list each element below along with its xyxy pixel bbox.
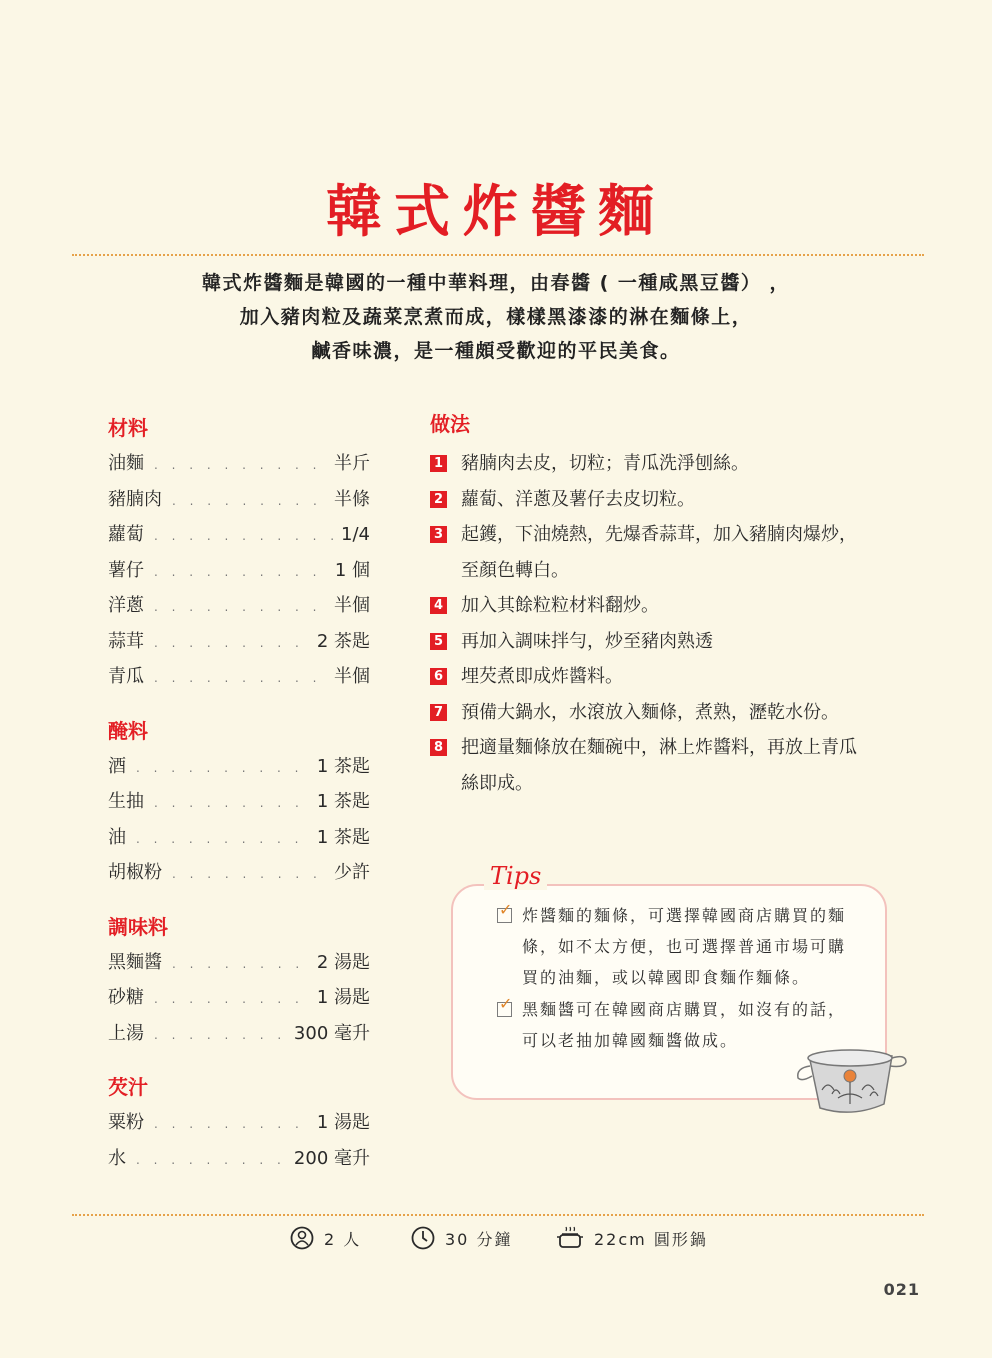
method-column (430, 406, 910, 801)
ingredient-row (108, 517, 370, 553)
time-info (411, 1226, 512, 1250)
leader-dots (148, 786, 313, 822)
step-text: 加入其餘粒粒材料翻炒。 (461, 595, 659, 616)
method-step (430, 446, 910, 482)
divider-bottom (72, 1214, 924, 1216)
ingredient-qty: 300 毫升 (293, 1022, 370, 1044)
step-number: 2 (430, 491, 447, 508)
ingredient-name: 粟粉 (108, 1112, 144, 1133)
method-step (430, 659, 910, 695)
ingredient-row (108, 446, 370, 482)
tip-item (497, 900, 867, 993)
ingredient-name: 胡椒粉 (108, 862, 162, 883)
ingredient-qty: 半個 (334, 595, 370, 616)
leader-dots (166, 484, 330, 520)
ingredient-row (108, 588, 370, 624)
leader-dots (148, 555, 331, 591)
ingredient-name: 油 (108, 826, 126, 848)
cookware-info (556, 1226, 708, 1250)
tips-label: Tips (484, 862, 547, 890)
leader-dots (166, 857, 330, 893)
step-text: 再加入調味拌勻，炒至豬肉熟透 (461, 630, 713, 652)
step-text: 絲即成。 (461, 772, 533, 794)
section-heading-ingredients: 材料 (108, 416, 148, 440)
ingredient-name: 砂糖 (108, 987, 144, 1008)
ingredient-row (108, 1141, 370, 1177)
divider-top (72, 254, 924, 256)
intro-paragraph (0, 266, 992, 368)
ingredient-qty: 200 毫升 (293, 1147, 370, 1169)
ingredient-name: 水 (108, 1147, 126, 1169)
ingredient-qty: 1 湯匙 (316, 987, 370, 1008)
ingredient-row (108, 784, 370, 820)
clock-icon (411, 1226, 435, 1250)
leader-dots (130, 1143, 290, 1179)
leader-dots (148, 626, 313, 662)
ingredient-row (108, 1016, 370, 1052)
method-step (430, 517, 910, 588)
ingredient-qty: 1 茶匙 (316, 791, 370, 812)
leader-dots (148, 590, 330, 626)
step-number: 6 (430, 668, 447, 685)
method-step (430, 482, 910, 518)
ingredient-row (108, 945, 370, 981)
step-number: 8 (430, 739, 447, 756)
ingredient-name: 生抽 (108, 791, 144, 812)
checkbox-icon: ✓ (497, 908, 512, 923)
method-step (430, 624, 910, 660)
ingredient-name: 青瓜 (108, 666, 144, 687)
person-icon (290, 1226, 314, 1250)
recipe-info-bar (0, 1226, 992, 1256)
tip-text: 黑麵醬可在韓國商店購買，如沒有的話， (522, 1000, 847, 1019)
cookware-text: 22cm 圓形鍋 (594, 1229, 708, 1249)
leader-dots (148, 1018, 290, 1054)
ingredient-name: 酒 (108, 755, 126, 777)
step-number: 3 (430, 526, 447, 543)
checkbox-icon: ✓ (497, 1002, 512, 1017)
pot-icon (556, 1226, 584, 1250)
method-step (430, 695, 910, 731)
ingredient-row (108, 659, 370, 695)
ingredient-row (108, 749, 370, 785)
ingredient-row (108, 820, 370, 856)
ingredient-name: 薯仔 (108, 559, 144, 581)
ingredient-row (108, 624, 370, 660)
leader-dots (130, 751, 313, 787)
tip-text: 條，如不太方便，也可選擇普通市場可購 (522, 937, 847, 956)
method-step (430, 588, 910, 624)
ingredient-row (108, 855, 370, 891)
ingredient-qty: 1 個 (334, 559, 370, 581)
ingredient-name: 黑麵醬 (108, 951, 162, 973)
ingredient-qty: 1/4 (341, 524, 370, 545)
step-text: 預備大鍋水，水滾放入麵條，煮熟，瀝乾水份。 (461, 701, 839, 723)
ingredient-qty: 1 湯匙 (316, 1112, 370, 1133)
ingredients-column (108, 410, 370, 1176)
ingredient-row (108, 980, 370, 1016)
intro-line: 韓式炸醬麵是韓國的一種中華料理，由春醬 ( 一種咸黑豆醬） ， (201, 272, 791, 294)
step-text: 至顏色轉白。 (461, 559, 569, 581)
ingredient-name: 蒜茸 (108, 630, 144, 652)
ingredient-row (108, 1105, 370, 1141)
ingredient-name: 上湯 (108, 1022, 144, 1044)
leader-dots (148, 519, 337, 555)
servings-info (290, 1226, 361, 1250)
section-heading-thickener: 芡汁 (108, 1075, 148, 1099)
ingredient-row (108, 482, 370, 518)
time-text: 30 分鐘 (445, 1229, 513, 1249)
ingredient-qty: 2 湯匙 (316, 951, 370, 973)
intro-line: 加入豬肉粒及蔬菜烹煮而成，樣樣黑漆漆的淋在麵條上， (239, 306, 753, 328)
step-number: 1 (430, 455, 447, 472)
leader-dots (148, 661, 330, 697)
ingredient-qty: 少許 (334, 862, 370, 883)
leader-dots (148, 448, 330, 484)
ingredient-name: 油麵 (108, 453, 144, 474)
ingredient-qty: 1 茶匙 (316, 755, 370, 777)
ingredient-qty: 2 茶匙 (316, 630, 370, 652)
page-number: 021 (883, 1280, 920, 1299)
ingredient-row (108, 553, 370, 589)
step-number: 7 (430, 704, 447, 721)
ingredient-qty: 半條 (334, 488, 370, 510)
pot-illustration (792, 1046, 908, 1120)
leader-dots (148, 1107, 313, 1143)
tip-text: 可以老抽加韓國麵醬做成。 (522, 1031, 739, 1050)
ingredient-name: 洋蔥 (108, 595, 144, 616)
ingredient-qty: 半個 (334, 666, 370, 687)
ingredient-qty: 半斤 (334, 453, 370, 474)
tip-text: 炸醬麵的麵條，可選擇韓國商店購買的麵 (522, 906, 847, 925)
tip-text: 買的油麵，或以韓國即食麵作麵條。 (522, 968, 811, 987)
step-text: 埋芡煮即成炸醬料。 (461, 666, 623, 687)
recipe-title: 韓式炸醬麵 (326, 180, 666, 245)
intro-line: 鹹香味濃，是一種頗受歡迎的平民美食。 (311, 340, 681, 362)
step-number: 5 (430, 633, 447, 650)
step-text: 起鑊，下油燒熱，先爆香蒜茸，加入豬腩肉爆炒， (461, 524, 857, 545)
step-text: 把適量麵條放在麵碗中，淋上炸醬料，再放上青瓜 (461, 737, 857, 758)
ingredient-name: 蘿蔔 (108, 524, 144, 545)
leader-dots (166, 947, 313, 983)
leader-dots (130, 822, 313, 858)
servings-text: 2 人 (324, 1229, 362, 1249)
leader-dots (148, 982, 313, 1018)
step-text: 豬腩肉去皮，切粒；青瓜洗淨刨絲。 (461, 453, 749, 474)
ingredient-name: 豬腩肉 (108, 488, 162, 510)
ingredient-qty: 1 茶匙 (316, 826, 370, 848)
step-text: 蘿蔔、洋蔥及薯仔去皮切粒。 (461, 488, 695, 510)
method-step (430, 730, 910, 801)
section-heading-seasoning: 調味料 (108, 914, 168, 939)
step-number: 4 (430, 597, 447, 614)
section-heading-marinade: 醃料 (108, 718, 148, 743)
section-heading-method: 做法 (430, 412, 470, 436)
